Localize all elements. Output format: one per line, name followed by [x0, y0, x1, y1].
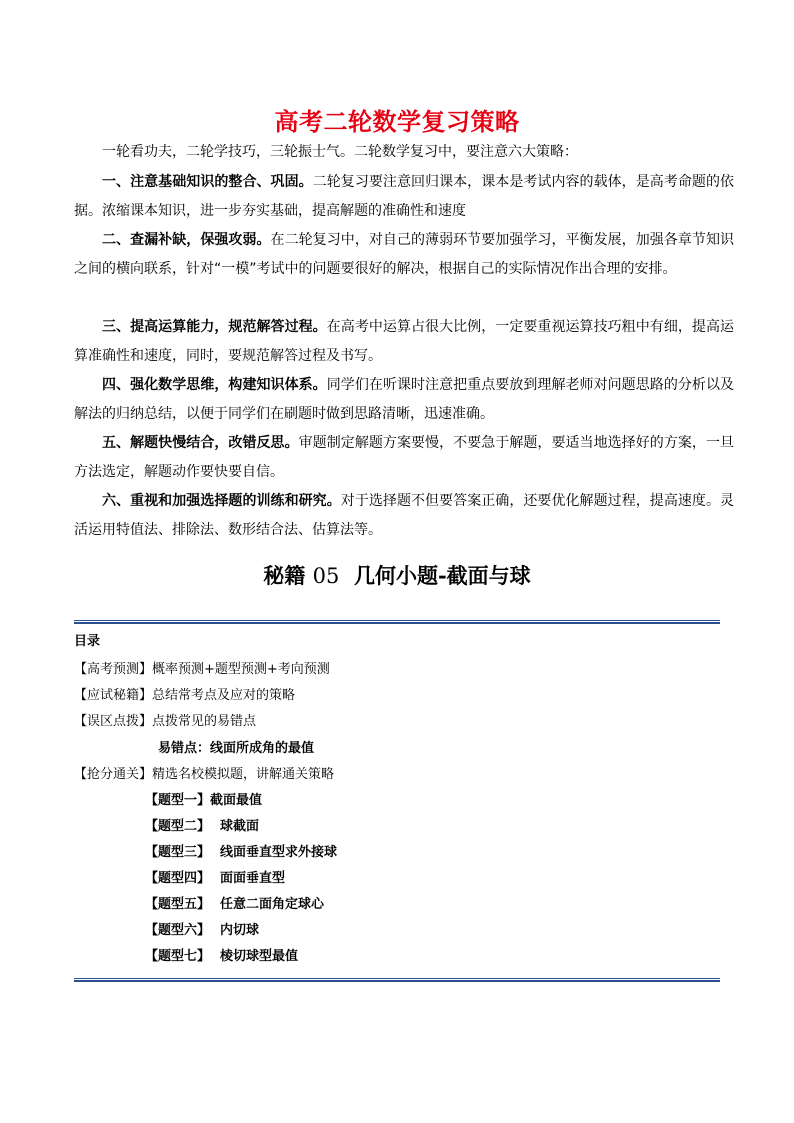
strategy-item-4 — [74, 371, 734, 430]
strategy-item-lead: 三、提高运算能力，规范解答过程。 — [102, 319, 327, 335]
strategy-item-1 — [74, 168, 734, 227]
toc-text: 精选名校模拟题，讲解通关策略 — [152, 767, 335, 782]
toc-text: 面面垂直型 — [220, 871, 286, 886]
toc-item-type-2[interactable] — [145, 815, 259, 834]
toc-item-mistake[interactable] — [74, 710, 256, 729]
toc-text: 任意二面角定球心 — [220, 897, 325, 912]
toc-tag: 【误区点拨】 — [74, 714, 153, 729]
toc-text: 球截面 — [220, 819, 260, 834]
toc-text: 点拨常见的易错点 — [152, 714, 257, 729]
page-title: 高考二轮数学复习策略 — [274, 108, 520, 136]
toc-tag: 【题型一】 — [145, 793, 211, 808]
toc-tag: 【题型二】 — [145, 819, 211, 834]
strategy-item-text: 在高考中运算占很大比例，一定要重视运算技巧粗中有细，提高运算准确性和速度，同时，要规范解答过程及书写。 — [74, 319, 735, 365]
toc-tag: 【题型四】 — [145, 871, 211, 886]
strategy-item-text: 在二轮复习中，对自己的薄弱环节要加强学习，平衡发展，加强各章节知识之间的横向联系，针对“一模”考试中的问题要很好的解决，根据自己的实际情况作出合理的安排。 — [74, 232, 734, 278]
toc-top-divider — [74, 620, 720, 624]
toc-text: 线面垂直型求外接球 — [220, 845, 338, 860]
strategy-item-lead: 二、查漏补缺，保强攻弱。 — [102, 232, 271, 248]
toc-text: 棱切球型最值 — [220, 949, 299, 964]
toc-tag: 【题型五】 — [145, 897, 211, 912]
strategy-item-lead: 四、强化数学思维，构建知识体系。 — [102, 377, 327, 393]
strategy-item-lead: 六、重视和加强选择题的训练和研究。 — [102, 493, 341, 509]
strategy-item-text: 审题制定解题方案要慢，不要急于解题，要适当地选择好的方案，一旦方法选定，解题动作要快要自信。 — [74, 435, 735, 481]
toc-text: 内切球 — [220, 923, 260, 938]
toc-bottom-divider — [74, 978, 720, 982]
toc-item-score[interactable] — [74, 763, 334, 782]
toc-item-type-3[interactable] — [145, 841, 337, 860]
toc-tag: 【题型三】 — [145, 845, 211, 860]
strategy-item-3 — [74, 313, 734, 372]
toc-item-type-4[interactable] — [145, 867, 285, 886]
toc-item-secret[interactable] — [74, 684, 295, 703]
section-name: 几何小题-截面与球 — [353, 563, 531, 588]
toc-item-type-6[interactable] — [145, 919, 259, 938]
section-number: 05 — [312, 564, 340, 588]
toc-tag: 【题型七】 — [145, 949, 211, 964]
strategy-item-text: 同学们在听课时注意把重点要放到理解老师对问题思路的分析以及解法的归纳总结，以便于同学们在刷题时做到思路清晰，迅速准确。 — [74, 377, 735, 423]
toc-item-predict[interactable] — [74, 658, 330, 677]
toc-heading: 目录 — [74, 634, 101, 649]
strategy-item-text: 二轮复习要注意回归课本，课本是考试内容的载体，是高考命题的依据。浓缩课本知识，进一步夯实基础，提高解题的准确性和速度 — [74, 174, 735, 220]
toc-item-type-7[interactable] — [145, 945, 298, 964]
toc-tag: 【题型六】 — [145, 923, 211, 938]
strategy-item-lead: 五、解题快慢结合，改错反思。 — [102, 435, 299, 451]
toc-text: 总结常考点及应对的策略 — [152, 688, 296, 703]
toc-text: 截面最值 — [210, 793, 263, 808]
strategy-item-5 — [74, 429, 734, 488]
strategy-item-6 — [74, 487, 734, 546]
toc-item-type-5[interactable] — [145, 893, 324, 912]
toc-tag: 【高考预测】 — [74, 662, 153, 677]
section-title — [0, 560, 794, 590]
strategy-item-2 — [74, 226, 734, 285]
strategy-item-text: 对于选择题不但要答案正确，还要优化解题过程，提高速度。灵活运用特值法、排除法、数形结合法、估算法等。 — [74, 493, 735, 539]
toc-text: 概率预测+题型预测+考向预测 — [152, 662, 330, 677]
strategy-intro: 一轮看功夫，二轮学技巧，三轮振士气。二轮数学复习中，要注意六大策略： — [102, 144, 578, 160]
section-prefix: 秘籍 — [263, 563, 306, 588]
strategy-item-lead: 一、注意基础知识的整合、巩固。 — [102, 174, 313, 190]
toc-tag: 【抢分通关】 — [74, 767, 153, 782]
toc-item-mistake-point[interactable]: 易错点：线面所成角的最值 — [158, 741, 315, 756]
toc-tag: 【应试秘籍】 — [74, 688, 153, 703]
toc-item-type-1[interactable] — [145, 789, 262, 808]
